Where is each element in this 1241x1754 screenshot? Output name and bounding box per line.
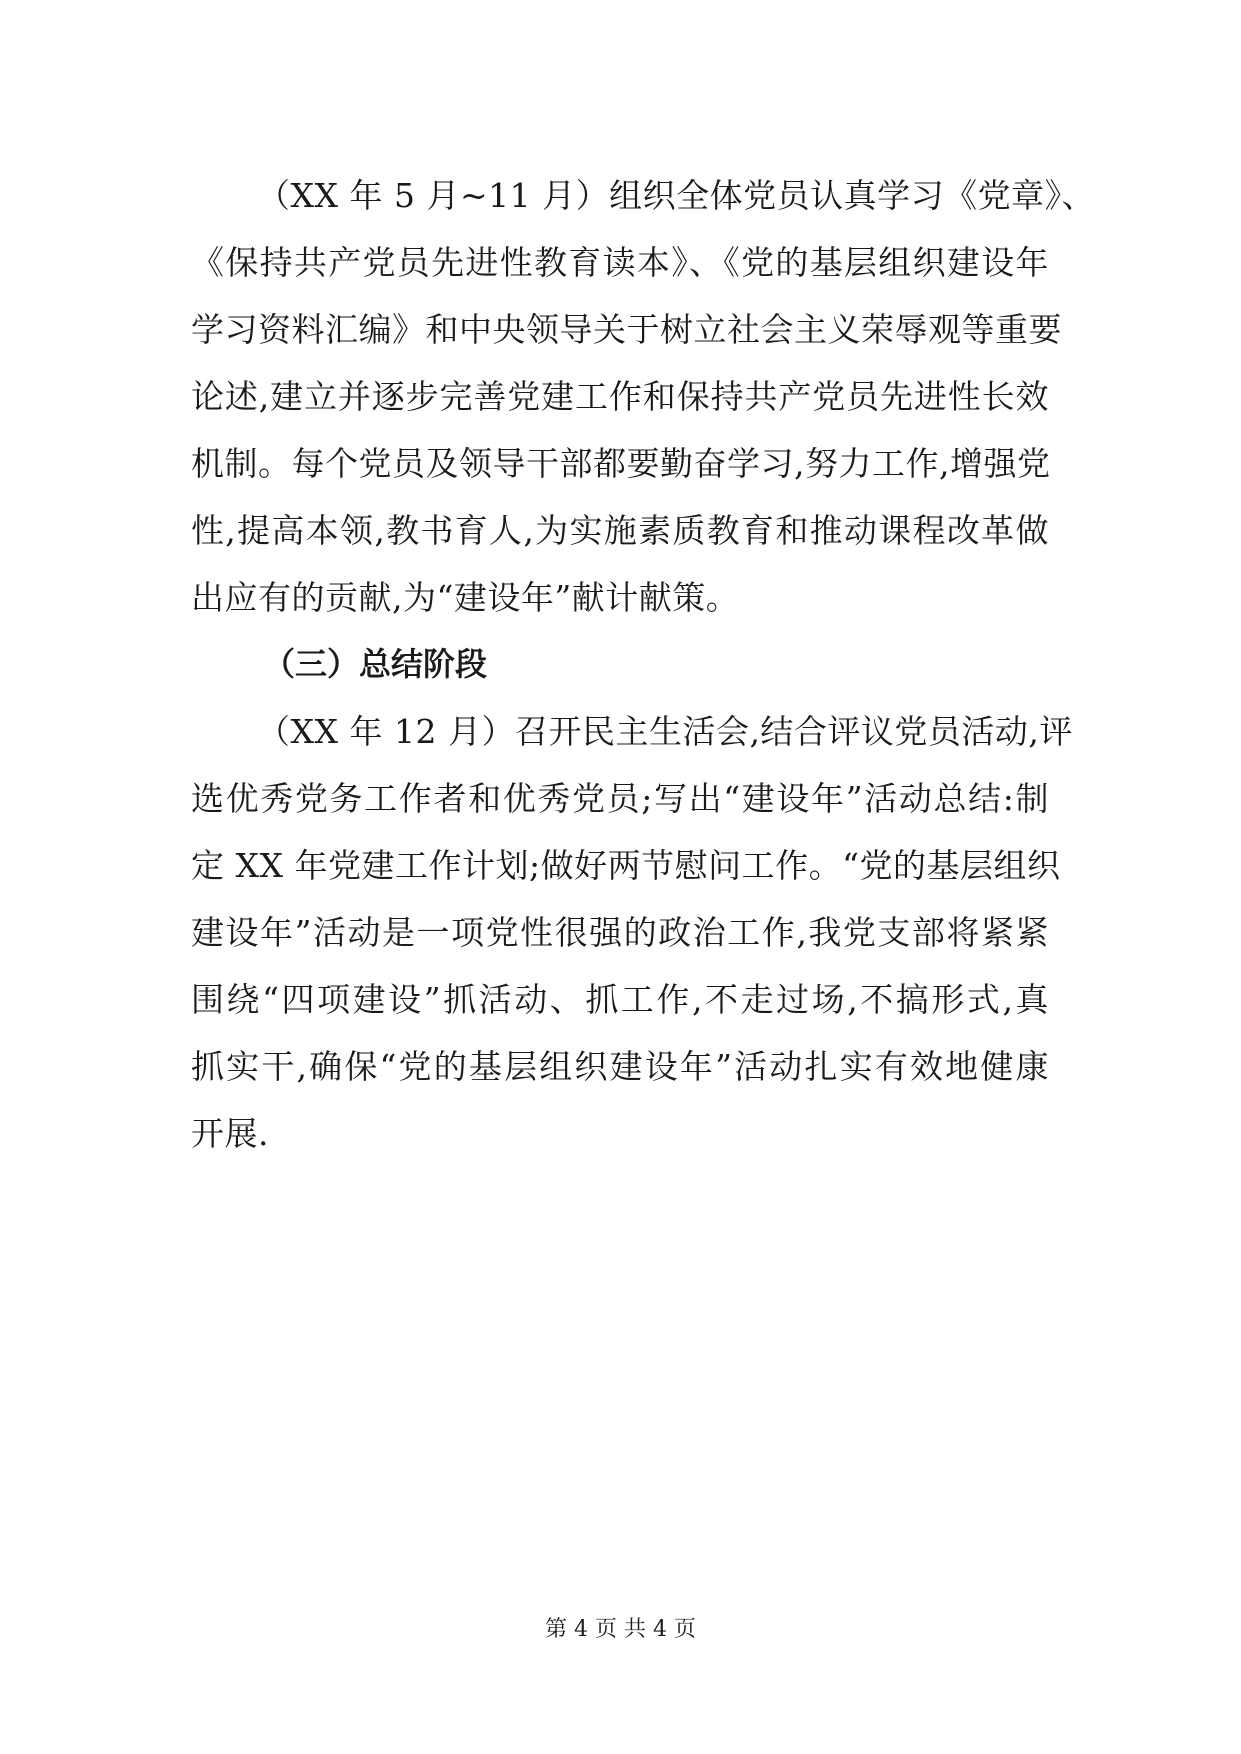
paragraph-line: 选优秀党务工作者和优秀党员;写出“建设年”活动总结:制 (191, 779, 1049, 818)
document-body (191, 162, 1096, 1167)
paragraph-line: 定 XX 年党建工作计划;做好两节慰问工作。“党的基层组织 (191, 846, 1061, 885)
paragraph-line: 学习资料汇编》和中央领导关于树立社会主义荣辱观等重要 (191, 310, 1062, 349)
paragraph-line: 围绕“四项建设”抓活动、抓工作,不走过场,不搞形式,真 (191, 980, 1049, 1019)
paragraph-line: 抓实干,确保“党的基层组织建设年”活动扎实有效地健康 (191, 1047, 1049, 1086)
page-number-footer: 第 4 页 共 4 页 (545, 1617, 696, 1642)
paragraph-line: 《保持共产党员先进性教育读本》、《党的基层组织建设年 (191, 243, 1049, 282)
paragraph-line: （XX 年 5 月~11 月）组织全体党员认真学习《党章》、 (257, 176, 1096, 215)
section-heading: （三）总结阶段 (263, 645, 488, 683)
paragraph-line: 开展. (191, 1114, 269, 1153)
paragraph-line: 建设年”活动是一项党性很强的政治工作,我党支部将紧紧 (191, 913, 1049, 952)
paragraph-stage-two-content (191, 162, 1096, 631)
paragraph-summary-stage (191, 698, 1073, 1167)
paragraph-line: 出应有的贡献,为“建设年”献计献策。 (191, 578, 740, 617)
paragraph-line: 机制。每个党员及领导干部都要勤奋学习,努力工作,增强党 (191, 444, 1051, 483)
paragraph-line: 论述,建立并逐步完善党建工作和保持共产党员先进性长效 (191, 377, 1049, 416)
paragraph-line: 性,提高本领,教书育人,为实施素质教育和推动课程改革做 (191, 511, 1049, 550)
paragraph-line: （XX 年 12 月）召开民主生活会,结合评议党员活动,评 (257, 712, 1073, 751)
